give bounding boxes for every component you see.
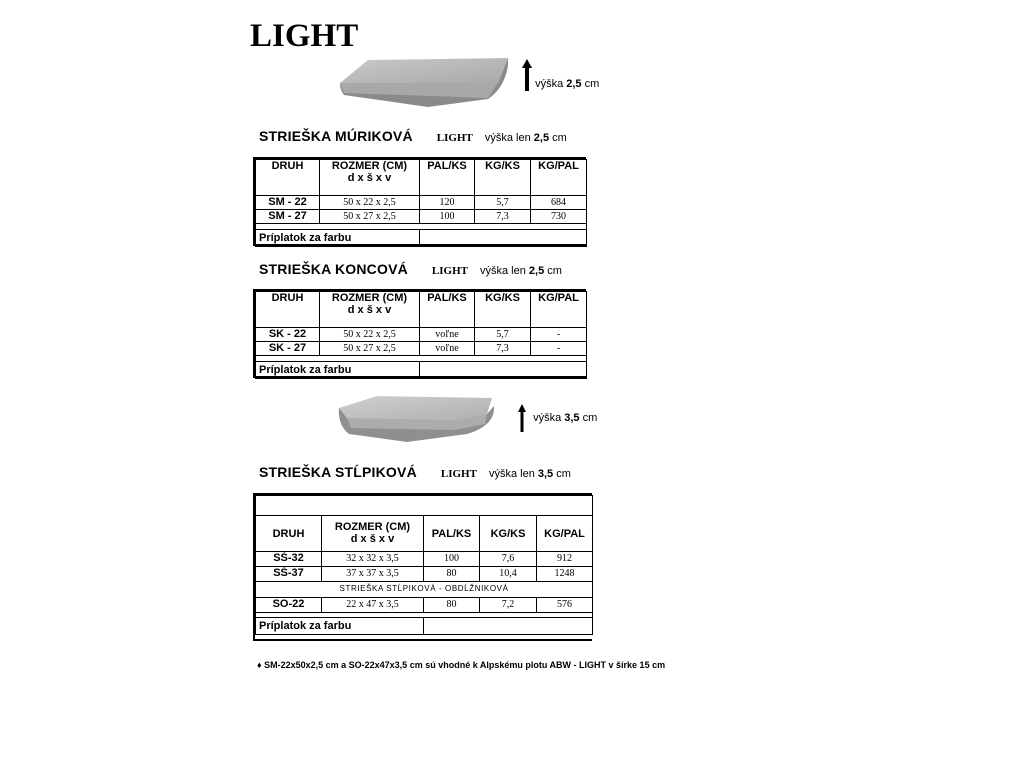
surcharge-label: Príplatok za farbu — [256, 618, 424, 635]
height-label: výška len — [488, 468, 535, 480]
height-label-1: výška — [535, 78, 564, 90]
surcharge-value — [420, 230, 587, 247]
table-row — [256, 598, 593, 613]
header-druh: DRUH — [256, 292, 320, 328]
footnote: ♦ SM-22x50x2,5 cm a SO-22x47x3,5 cm sú vhodné k Alpskému plotu ABW - LIGHT v šírke 15 cm — [257, 660, 666, 670]
cell-kgks: 7,3 — [475, 342, 531, 356]
table-row — [256, 196, 587, 210]
cell-kgpal: 576 — [537, 598, 593, 613]
cell-rozmer: 50 x 22 x 2,5 — [320, 328, 420, 342]
cell-druh: SŠ-32 — [256, 552, 322, 567]
height-indicator-1 — [522, 59, 599, 95]
cell-rozmer: 32 x 32 x 3,5 — [322, 552, 424, 567]
height-value: 2,5 — [533, 132, 550, 144]
cell-rozmer: 37 x 37 x 3,5 — [322, 567, 424, 582]
cell-kgks: 7,2 — [480, 598, 537, 613]
height-indicator-2 — [518, 404, 597, 436]
surcharge-label: Príplatok za farbu — [256, 362, 420, 379]
header-kgks: KG/KS — [480, 516, 537, 552]
section-name: STRIEŠKA KONCOVÁ — [259, 261, 408, 277]
subheading-obdlznikova: STRIEŠKA STĹPIKOVÁ - OBDĹŽNIKOVÁ — [256, 582, 593, 598]
cell-palks: 80 — [424, 567, 480, 582]
section-title-murikova — [259, 128, 567, 146]
section-title-koncova — [259, 261, 562, 279]
header-rozmer-sub: d x š x v — [347, 304, 392, 316]
surcharge-value — [424, 618, 593, 635]
cell-kgks: 5,7 — [475, 328, 531, 342]
concrete-slab-icon — [337, 394, 497, 446]
light-label: LIGHT — [440, 468, 477, 480]
cell-kgpal: 730 — [531, 210, 587, 224]
height-unit-1: cm — [584, 78, 600, 90]
height-label: výška len — [484, 132, 531, 144]
header-rozmer-sub: d x š x v — [350, 533, 395, 545]
height-unit: cm — [547, 265, 562, 277]
height-label-2: výška — [533, 412, 562, 424]
cell-kgks: 10,4 — [480, 567, 537, 582]
cell-rozmer: 50 x 27 x 2,5 — [320, 342, 420, 356]
cell-palks: 120 — [420, 196, 475, 210]
height-unit-2: cm — [582, 412, 598, 424]
cell-kgpal: - — [531, 328, 587, 342]
height-unit: cm — [552, 132, 567, 144]
cell-kgpal: 912 — [537, 552, 593, 567]
cell-palks: 100 — [424, 552, 480, 567]
cell-palks: 80 — [424, 598, 480, 613]
light-label: LIGHT — [436, 132, 473, 144]
header-rozmer: ROZMER (CM) — [331, 292, 408, 304]
cell-palks: voľne — [420, 342, 475, 356]
table-blank-header — [256, 496, 593, 516]
header-palks: PAL/KS — [424, 516, 480, 552]
cell-kgpal: 684 — [531, 196, 587, 210]
cell-palks: voľne — [420, 328, 475, 342]
table-stlpikova — [253, 493, 592, 641]
cell-druh: SK - 27 — [256, 342, 320, 356]
cell-rozmer: 50 x 22 x 2,5 — [320, 196, 420, 210]
table-koncova — [253, 289, 586, 378]
arrow-up-icon — [522, 59, 532, 95]
page-title: LIGHT — [250, 18, 359, 54]
header-kgks: KG/KS — [475, 292, 531, 328]
surcharge-value — [420, 362, 587, 379]
cell-kgks: 5,7 — [475, 196, 531, 210]
light-label: LIGHT — [431, 265, 468, 277]
height-value-1: 2,5 — [566, 78, 582, 90]
header-kgpal: KG/PAL — [537, 516, 593, 552]
cell-kgks: 7,6 — [480, 552, 537, 567]
header-kgks: KG/KS — [475, 160, 531, 196]
header-palks: PAL/KS — [420, 160, 475, 196]
cell-druh: SM - 27 — [256, 210, 320, 224]
cell-kgpal: - — [531, 342, 587, 356]
table-row — [256, 552, 593, 567]
height-value: 3,5 — [537, 468, 554, 480]
height-value: 2,5 — [528, 265, 545, 277]
cell-druh: SŠ-37 — [256, 567, 322, 582]
table-row — [256, 328, 587, 342]
height-unit: cm — [556, 468, 571, 480]
arrow-up-icon — [518, 404, 526, 436]
cell-rozmer: 50 x 27 x 2,5 — [320, 210, 420, 224]
cell-palks: 100 — [420, 210, 475, 224]
surcharge-label: Príplatok za farbu — [256, 230, 420, 247]
height-value-2: 3,5 — [564, 412, 580, 424]
header-palks: PAL/KS — [420, 292, 475, 328]
header-kgpal: KG/PAL — [531, 160, 587, 196]
cell-druh: SO-22 — [256, 598, 322, 613]
cell-kgpal: 1248 — [537, 567, 593, 582]
header-druh: DRUH — [256, 160, 320, 196]
header-rozmer: ROZMER (CM) — [334, 521, 411, 533]
table-murikova — [253, 157, 586, 246]
header-rozmer: ROZMER (CM) — [331, 160, 408, 172]
cell-druh: SK - 22 — [256, 328, 320, 342]
cell-kgks: 7,3 — [475, 210, 531, 224]
table-row — [256, 567, 593, 582]
cell-druh: SM - 22 — [256, 196, 320, 210]
section-name: STRIEŠKA STĹPIKOVÁ — [259, 464, 417, 480]
height-label: výška len — [480, 265, 526, 277]
table-row — [256, 210, 587, 224]
cell-rozmer: 22 x 47 x 3,5 — [322, 598, 424, 613]
section-name: STRIEŠKA MÚRIKOVÁ — [259, 128, 413, 144]
concrete-slab-icon — [338, 55, 510, 115]
header-druh: DRUH — [256, 516, 322, 552]
header-rozmer-sub: d x š x v — [347, 172, 392, 184]
section-title-stlpikova — [259, 464, 571, 482]
table-row — [256, 342, 587, 356]
header-kgpal: KG/PAL — [531, 292, 587, 328]
